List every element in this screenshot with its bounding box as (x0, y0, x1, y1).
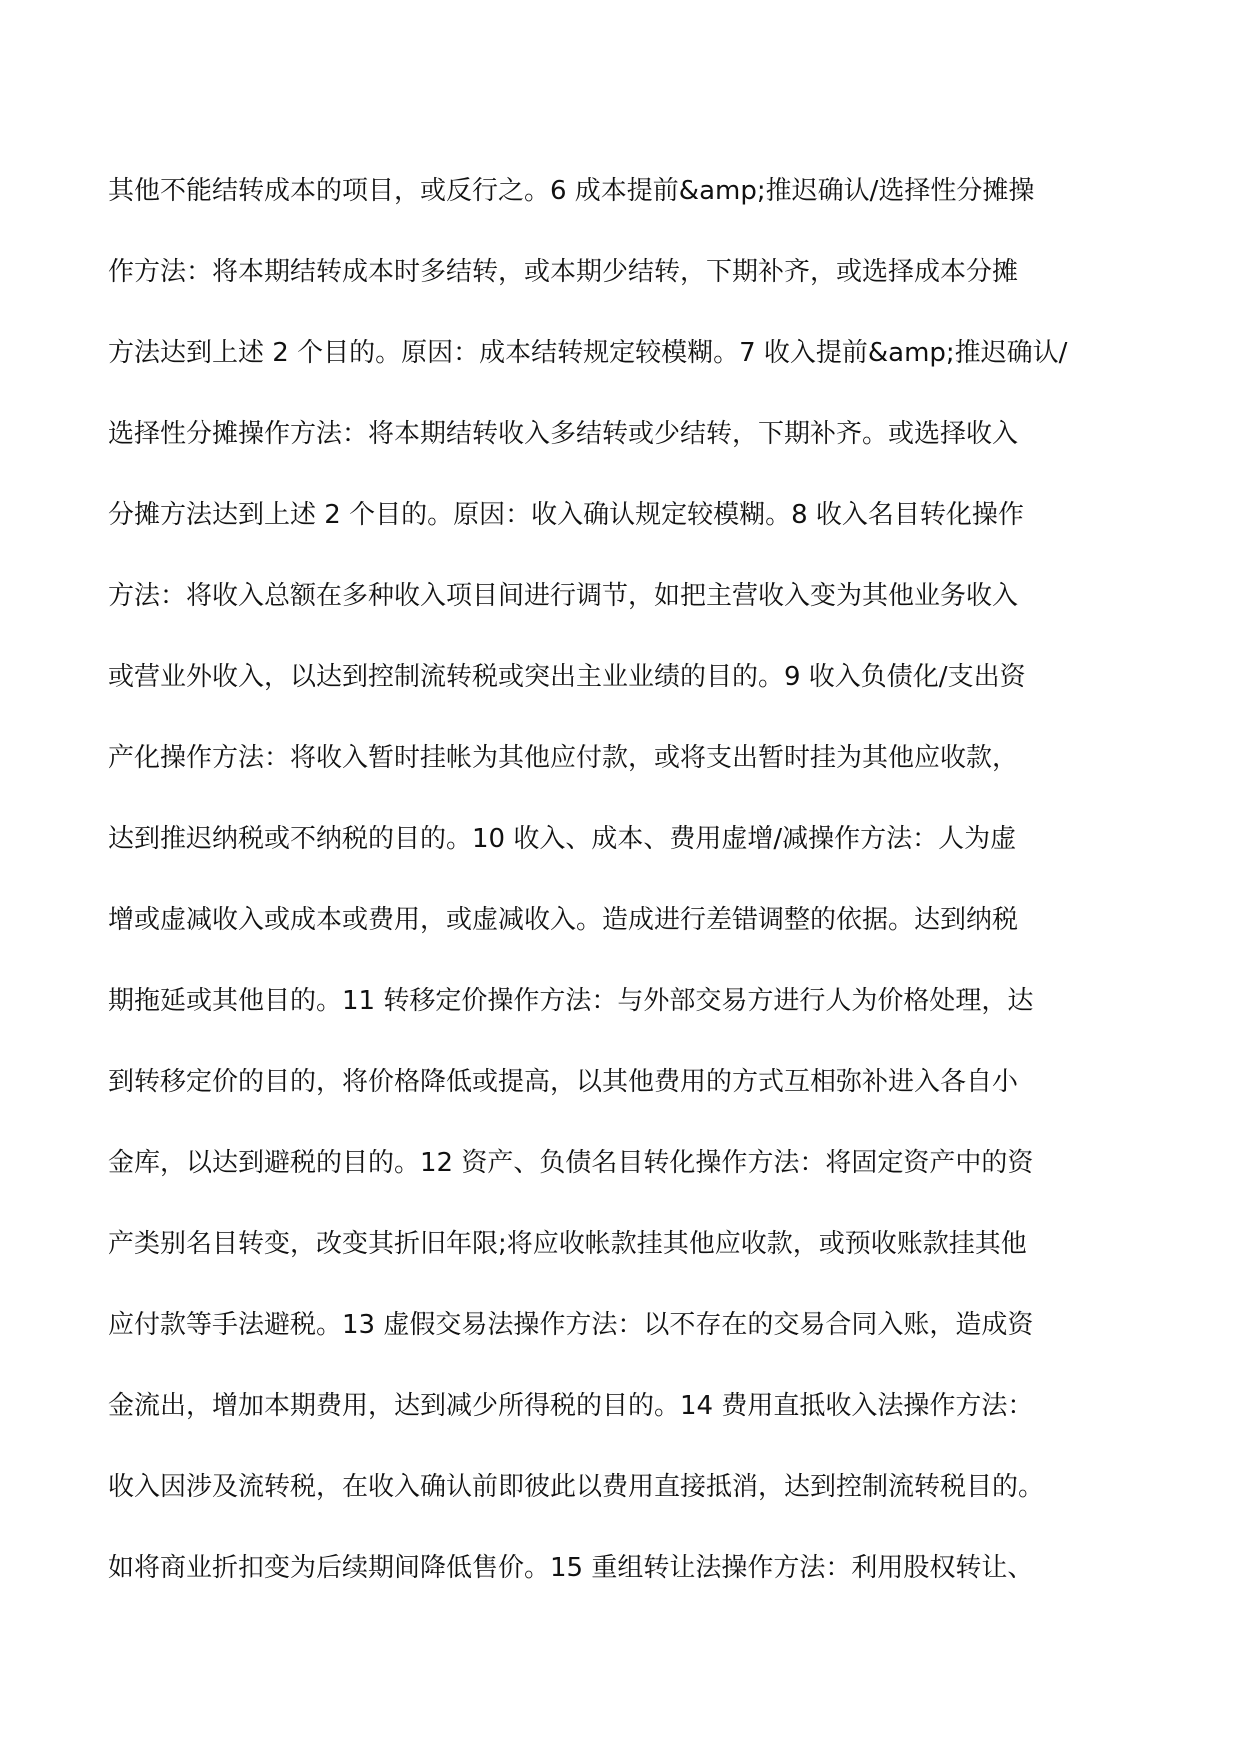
text-line: 到转移定价的目的，将价格降低或提高，以其他费用的方式互相弥补进入各自小 (108, 1067, 1019, 1097)
text-line: 收入因涉及流转税，在收入确认前即彼此以费用直接抵消，达到控制流转税目的。 (108, 1472, 1045, 1502)
text-line: 其他不能结转成本的项目，或反行之。6 成本提前&amp;推迟确认/选择性分摊操 (108, 176, 1035, 206)
text-line: 金库，以达到避税的目的。12 资产、负债名目转化操作方法：将固定资产中的资 (108, 1148, 1034, 1178)
text-line: 方法达到上述 2 个目的。原因：成本结转规定较模糊。7 收入提前&amp;推迟确认/ (108, 338, 1068, 368)
text-line: 增或虚减收入或成本或费用，或虚减收入。造成进行差错调整的依据。达到纳税 (108, 905, 1019, 935)
text-line: 方法：将收入总额在多种收入项目间进行调节，如把主营收入变为其他业务收入 (108, 581, 1019, 611)
text-line: 作方法：将本期结转成本时多结转，或本期少结转，下期补齐，或选择成本分摊 (108, 257, 1019, 287)
text-line: 应付款等手法避税。13 虚假交易法操作方法：以不存在的交易合同入账，造成资 (108, 1310, 1034, 1340)
text-line: 或营业外收入，以达到控制流转税或突出主业业绩的目的。9 收入负债化/支出资 (108, 662, 1026, 692)
text-line: 如将商业折扣变为后续期间降低售价。15 重组转让法操作方法：利用股权转让、 (108, 1553, 1034, 1583)
text-line: 产化操作方法：将收入暂时挂帐为其他应付款，或将支出暂时挂为其他应收款， (108, 743, 1019, 773)
text-line: 选择性分摊操作方法：将本期结转收入多结转或少结转，下期补齐。或选择收入 (108, 419, 1019, 449)
text-line: 达到推迟纳税或不纳税的目的。10 收入、成本、费用虚增/减操作方法：人为虚 (108, 824, 1017, 854)
text-line: 分摊方法达到上述 2 个目的。原因：收入确认规定较模糊。8 收入名目转化操作 (108, 500, 1024, 530)
text-line: 金流出，增加本期费用，达到减少所得税的目的。14 费用直抵收入法操作方法： (108, 1391, 1034, 1421)
text-line: 期拖延或其他目的。11 转移定价操作方法：与外部交易方进行人为价格处理，达 (108, 986, 1034, 1016)
text-line: 产类别名目转变，改变其折旧年限;将应收帐款挂其他应收款，或预收账款挂其他 (108, 1229, 1027, 1259)
body-text (108, 166, 1143, 1624)
